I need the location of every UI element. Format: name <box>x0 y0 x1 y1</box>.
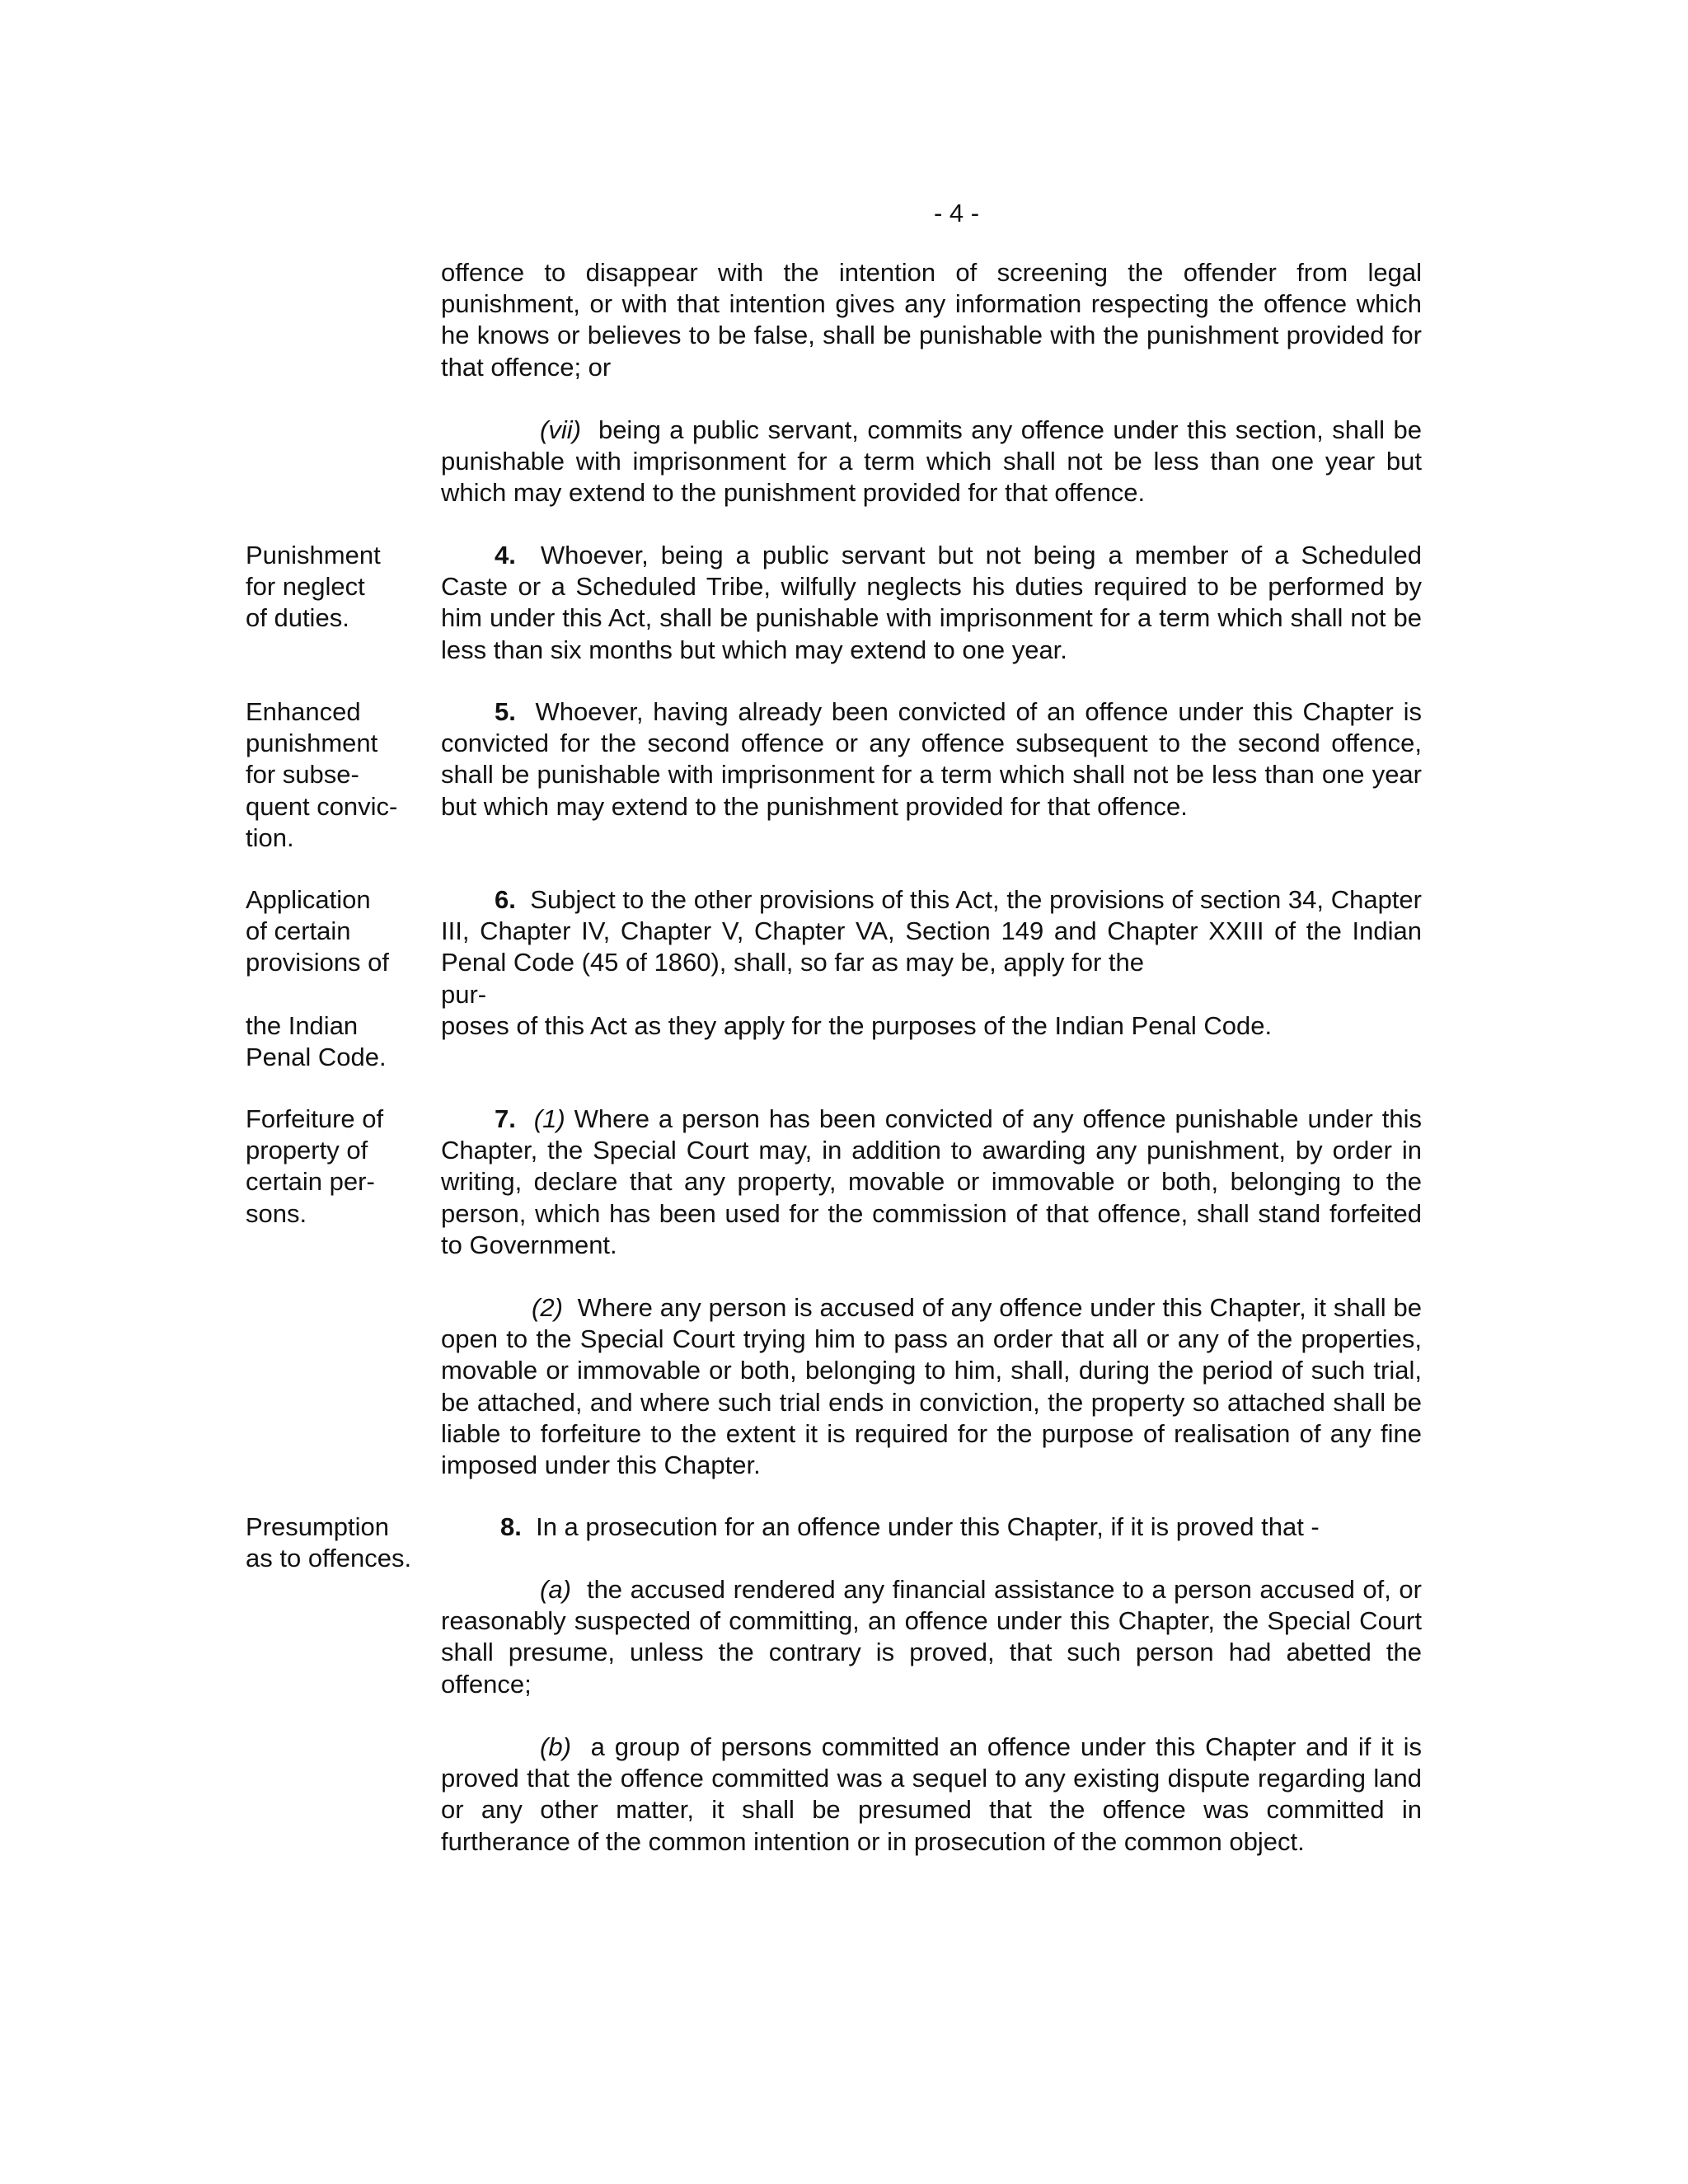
clause-text: being a public servant, commits any offence under this section, shall be punishable with imprisonment for a term which shall not be less than one year but which may extend to the punishment provided for that offence. <box>441 415 1422 508</box>
section-number: 5. <box>495 697 516 726</box>
section-5 <box>441 696 1422 823</box>
marginal-note-line: of certain <box>246 916 351 946</box>
clause-label: (a) <box>540 1575 571 1604</box>
section-number: 6. <box>495 885 516 914</box>
page-number: - 4 - <box>934 199 980 227</box>
marginal-note-line: property of <box>246 1136 368 1165</box>
paragraph-text: offence to disappear with the intention of screening the offender from legal punishment, or with that intention gives any information respecting the offence which he knows or believes to be false, shall be punishable with the punishment provided for that offence; or <box>441 258 1422 382</box>
marginal-note-line: for neglect <box>246 572 365 602</box>
section-intro-text: In a prosecution for an offence under this Chapter, if it is proved that - <box>536 1512 1320 1541</box>
clause-text: the accused rendered any financial assistance to a person accused of, or reasonably suspected of committing, an offence under this Chapter, the Special Court shall presume, unless the contrary is proved, that such person had abetted the offence; <box>441 1575 1422 1699</box>
section-8-clause-a <box>441 1574 1422 1700</box>
subsection-label: (2) <box>532 1293 563 1322</box>
section-text: Subject to the other provisions of this Act, the provisions of section 34, Chapter III, Chapter IV, Chapter V, Chapter VA, Section 149 and Chapter XXIII of the Indian Penal Code (45 of 1860), shall, so far as may be, apply for the <box>441 885 1422 977</box>
subsection-text: Where a person has been convicted of any offence punishable under this Chapter, the Special Court may, in addition to awarding any punishment, by order in writing, declare that any property, movable or immovable or both, belonging to the person, which has been used for the commission of that offence, shall stand forfeited to Government. <box>441 1104 1422 1259</box>
marginal-note-line: the Indian <box>246 1010 359 1040</box>
marginal-note-section-6 <box>246 884 435 1073</box>
marginal-note-line: as to offences. <box>246 1544 412 1573</box>
section-8-intro <box>441 1511 1422 1543</box>
marginal-note-line: punishment <box>246 729 378 758</box>
marginal-note-line: quent convic- <box>246 791 398 821</box>
clause-label: (vii) <box>540 415 581 444</box>
marginal-note-section-8 <box>246 1511 435 1574</box>
section-6 <box>441 884 1422 1042</box>
section-text-continued: poses of this Act as they apply for the purposes of the Indian Penal Code. <box>441 1010 1273 1040</box>
subsection-text: Where any person is accused of any offence under this Chapter, it shall be open to the Special Court trying him to pass an order that all or any of the properties, movable or immovable or both, belonging to him, shall, during the period of such trial, be attached, and where such trial ends in conviction, the property so attached shall be liable to forfeiture to the extent it is required for the purpose of realisation of any fine imposed under this Chapter. <box>441 1293 1422 1480</box>
section-7-subsection-2 <box>441 1292 1422 1481</box>
marginal-note-line: Presumption <box>246 1512 390 1541</box>
section-number: 8. <box>500 1512 522 1541</box>
marginal-note-line: for subse- <box>246 760 359 790</box>
marginal-note-line: Punishment <box>246 541 381 569</box>
continuation-paragraph <box>441 257 1422 383</box>
clause-text: a group of persons committed an offence under this Chapter and if it is proved that the offence committed was a sequel to any existing dispute regarding land or any other matter, it shall be presumed that the offence was committed in furtherance of the common intention or in prosecution of the common object. <box>441 1732 1422 1856</box>
marginal-note-line: tion. <box>246 823 294 852</box>
marginal-note-line: provisions of <box>246 948 390 977</box>
marginal-note-line: certain per- <box>246 1167 375 1197</box>
section-8-clause-b <box>441 1732 1422 1858</box>
section-number: 4. <box>495 541 516 569</box>
section-number: 7. <box>495 1104 516 1133</box>
section-text: Whoever, being a public servant but not being a member of a Scheduled Caste or a Scheduled Tribe, wilfully neglects his duties required to be performed by him under this Act, shall be punishable with imprisonment for a term which shall not be less than six months but which may extend to one year. <box>441 541 1422 664</box>
subsection-label: (1) <box>533 1104 565 1133</box>
marginal-note-line: sons. <box>246 1198 307 1228</box>
marginal-note-line: Enhanced <box>246 697 361 726</box>
section-text-hyphen: pur- <box>441 979 487 1009</box>
marginal-note-line: Forfeiture of <box>246 1104 384 1133</box>
section-7-subsection-1 <box>441 1104 1422 1261</box>
marginal-note-line: of duties. <box>246 603 349 633</box>
clause-vii <box>441 415 1422 509</box>
marginal-note-section-5 <box>246 696 435 854</box>
marginal-note-section-7 <box>246 1104 435 1230</box>
marginal-note-section-4 <box>246 540 435 635</box>
marginal-note-line: Penal Code. <box>246 1043 387 1071</box>
section-4 <box>441 540 1422 666</box>
section-text: Whoever, having already been convicted of an offence under this Chapter is convicted for the second offence or any offence subsequent to the second offence, shall be punishable with imprisonment for a term which shall not be less than one year but which may extend to the punishment provided for that offence. <box>441 697 1422 821</box>
marginal-note-line: Application <box>246 885 371 914</box>
clause-label: (b) <box>540 1732 571 1761</box>
